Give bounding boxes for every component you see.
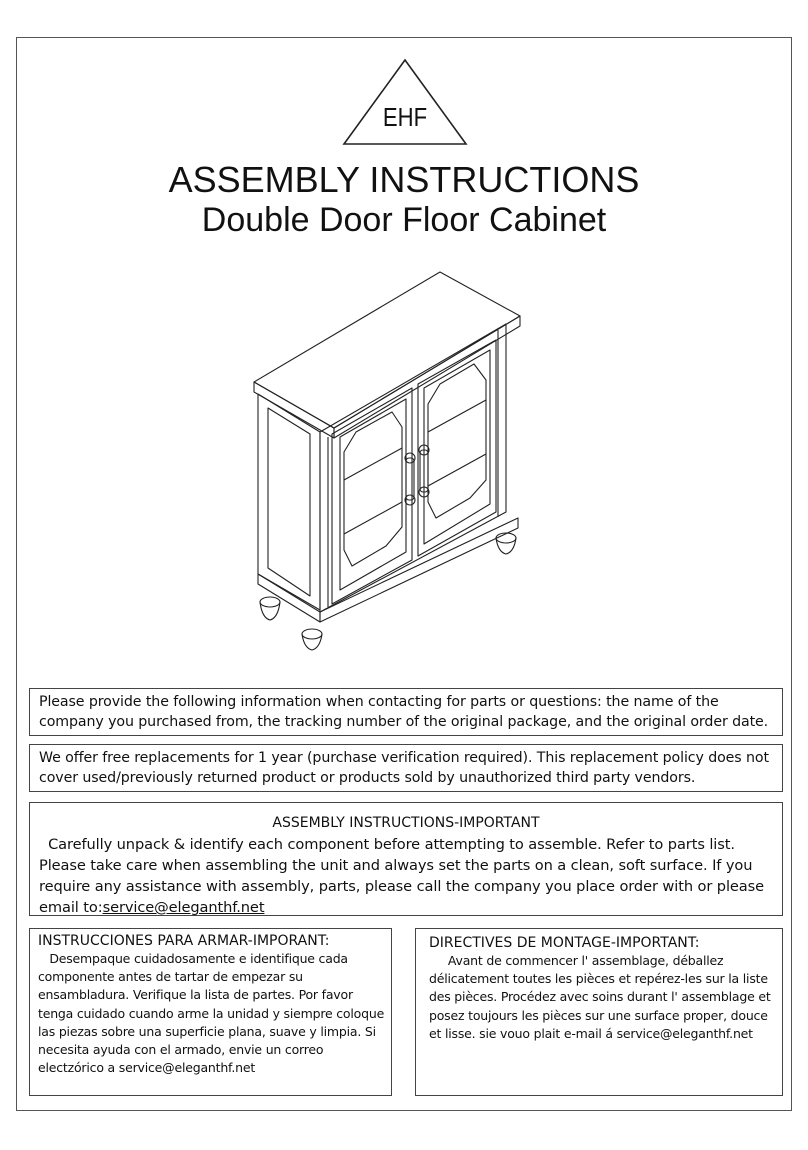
- contact-notice: [29, 688, 783, 736]
- assembly-important-text: Carefully unpack & identify each component before attempting to assemble. Refer to parts list. Please take care when assembling the unit and always set the parts on a clean, soft surface. If you require any assistance with assembly, parts, please call the company you place order with or please email to:: [39, 836, 765, 916]
- french-body: [429, 952, 778, 1043]
- service-email-link[interactable]: service@eleganthf.net: [102, 899, 265, 916]
- page-title: ASSEMBLY INSTRUCTIONS: [168, 159, 640, 200]
- left-handle: [406, 458, 414, 500]
- french-heading: DIRECTIVES DE MONTAGE-IMPORTANT:: [429, 935, 700, 951]
- cabinet-illustration: [240, 262, 540, 662]
- cabinet-drawing: [240, 262, 540, 662]
- spanish-body-text: Desempaque cuidadosamente e identifique cada componente antes de tartar de empezar su ensambladura. Verifique la lista de partes. Por favor tenga cuidado cuando arme la unidad y siempre coloque las piezas sobre una superficie plana, suave y limpia. Si necesita ayuda con el armado, envie un correo electzórico a service@eleganthf.net: [38, 951, 385, 1076]
- spanish-heading: INSTRUCCIONES PARA ARMAR-IMPORANT:: [38, 933, 330, 949]
- replacement-policy-notice: [29, 744, 783, 792]
- spanish-instructions-box: [29, 928, 392, 1096]
- assembly-important-box: [29, 802, 783, 916]
- spanish-body: [38, 950, 387, 1077]
- french-body-text: Avant de commencer l' assemblage, déballez délicatement toutes les pièces et repérez-les sur la liste des pièces. Procédez avec soins durant l' assemblage et posez toujours les pièces sur une surface proper, douce et lisse. sie vouo plait e-mail á service@eleganthf.net: [429, 953, 771, 1041]
- assembly-important-heading: ASSEMBLY INSTRUCTIONS-IMPORTANT: [272, 815, 540, 831]
- french-instructions-box: [415, 928, 783, 1096]
- contact-notice-text: Please provide the following information when contacting for parts or questions: the name of the company you purchased from, the tracking number of the original package, and the original order date.: [39, 694, 769, 730]
- logo-text: EHF: [382, 102, 428, 132]
- replacement-policy-text: We offer free replacements for 1 year (purchase verification required). This replacement policy does not cover used/previously returned product or products sold by unauthorized third party vendors.: [39, 750, 769, 786]
- ehf-logo: [340, 58, 470, 148]
- assembly-important-body: [39, 834, 776, 918]
- page-subtitle: Double Door Floor Cabinet: [201, 201, 607, 239]
